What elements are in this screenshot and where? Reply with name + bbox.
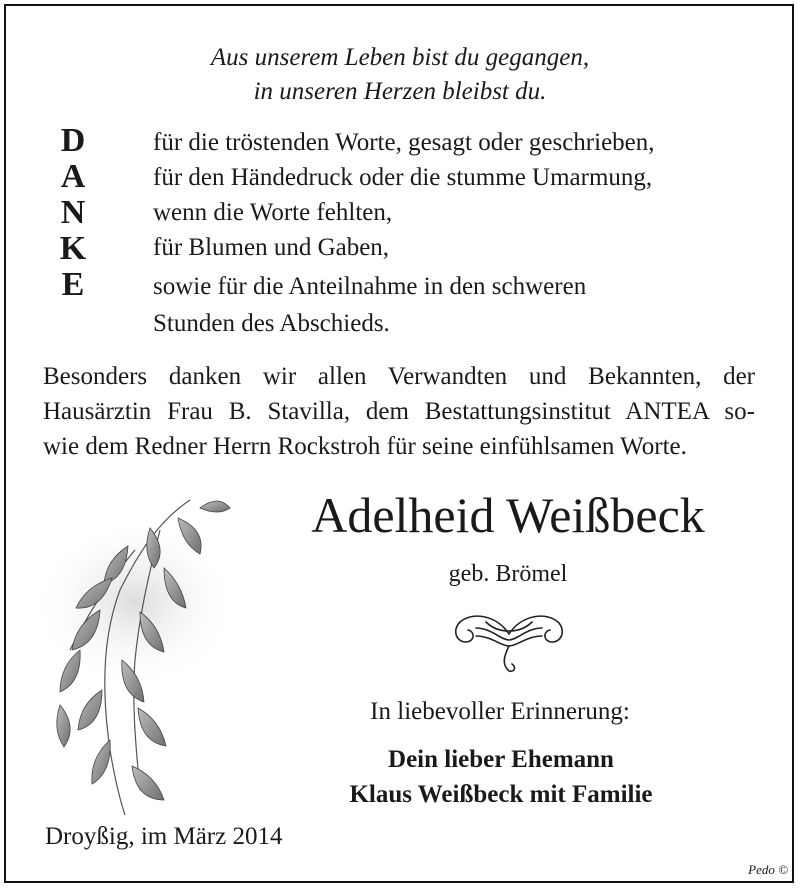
danke-letter-a: A: [60, 158, 86, 195]
signer-line-1: Dein lieber Ehemann: [388, 746, 614, 773]
thanks-line: für Blumen und Gaben,: [153, 234, 390, 261]
danke-letter-k: K: [59, 230, 87, 267]
motto-line-2: in unseren Herzen bleibst du.: [253, 78, 547, 105]
danke-letter-e: E: [61, 266, 85, 303]
danke-letter-d: D: [60, 122, 86, 159]
thanks-line: wenn die Worte fehlten,: [153, 199, 393, 226]
birth-name: geb. Brömel: [448, 561, 568, 587]
motto-line-1: Aus unserem Leben bist du gegangen,: [210, 44, 590, 71]
birch-leaves-icon: [40, 490, 240, 820]
place-date: Droyßig, im März 2014: [45, 823, 283, 850]
special-thanks-line: wie dem Redner Herrn Rockstroh für seine einfühlsamen Worte.: [43, 433, 687, 460]
thanks-line: für die tröstenden Worte, gesagt oder geschrieben,: [153, 129, 655, 156]
special-thanks-line: Hausärztin Frau B. Stavilla, dem Bestattungsinstitut ANTEA so-: [43, 398, 755, 425]
danke-letter-n: N: [60, 194, 86, 231]
memory-text: In liebevoller Erinnerung:: [370, 698, 630, 725]
thanks-line: Stunden des Abschieds.: [153, 310, 390, 337]
credit-mark: Pedo ©: [748, 862, 788, 877]
signer-line-2: Klaus Weißbeck mit Familie: [349, 781, 653, 808]
special-thanks-line: Besonders danken wir allen Verwandten und Bekannten, der: [43, 363, 755, 390]
thanks-line: sowie für die Anteilnahme in den schweren: [153, 273, 587, 300]
thanks-line: für den Händedruck oder die stumme Umarmung,: [153, 164, 653, 191]
flourish-ornament-icon: [446, 604, 572, 674]
deceased-name: Adelheid Weißbeck: [311, 487, 705, 543]
